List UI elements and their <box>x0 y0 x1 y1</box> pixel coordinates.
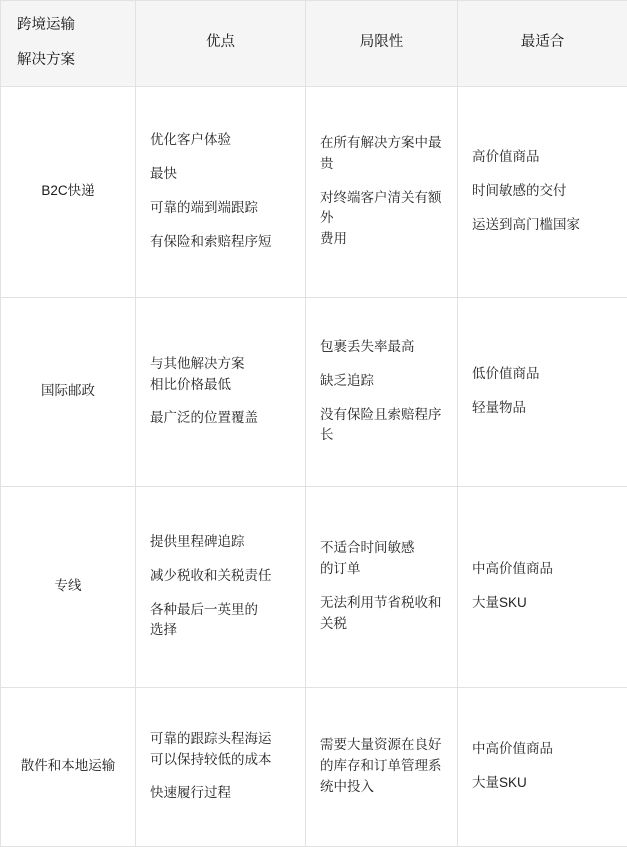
row-label-b2c-express: B2C快递 <box>1 86 136 297</box>
cons-line: 在所有解决方案中最贵 <box>320 133 443 175</box>
pros-line: 可以保持较低的成本 <box>150 750 291 771</box>
table-row <box>1 297 627 486</box>
table-row <box>1 86 627 297</box>
best-line: 运送到高门槛国家 <box>472 215 613 236</box>
pros-line: 减少税收和关税责任 <box>150 566 291 587</box>
row-label-dedicated-line: 专线 <box>1 486 136 687</box>
row-pros-bulk-local <box>136 687 306 846</box>
row-cons-bulk-local <box>306 687 458 846</box>
best-line: 高价值商品 <box>472 147 613 168</box>
cons-line: 无法利用节省税收和 <box>320 593 443 614</box>
best-line: 低价值商品 <box>472 364 613 385</box>
pros-line: 提供里程碑追踪 <box>150 532 291 553</box>
row-cons-dedicated-line <box>306 486 458 687</box>
table-row <box>1 486 627 687</box>
column-header-pros: 优点 <box>136 1 306 87</box>
best-line: 中高价值商品 <box>472 739 613 760</box>
cons-line: 的订单 <box>320 559 443 580</box>
pros-line: 快速履行过程 <box>150 783 291 804</box>
table-header-row <box>1 1 627 87</box>
table-body <box>1 86 627 846</box>
row-best-bulk-local <box>458 687 627 846</box>
column-header-solution <box>1 1 136 87</box>
row-cons-b2c-express <box>306 86 458 297</box>
best-line: 时间敏感的交付 <box>472 181 613 202</box>
cons-line: 没有保险且索赔程序长 <box>320 405 443 447</box>
pros-line: 有保险和索赔程序短 <box>150 232 291 253</box>
best-line: 大量SKU <box>472 593 613 614</box>
row-pros-international-post <box>136 297 306 486</box>
cons-line: 不适合时间敏感 <box>320 538 443 559</box>
pros-line: 可靠的跟踪头程海运 <box>150 729 291 750</box>
pros-line: 相比价格最低 <box>150 375 291 396</box>
cons-line: 统中投入 <box>320 777 443 798</box>
row-pros-dedicated-line <box>136 486 306 687</box>
row-best-international-post <box>458 297 627 486</box>
table-row <box>1 687 627 846</box>
pros-line: 各种最后一英里的 <box>150 600 291 621</box>
row-best-dedicated-line <box>458 486 627 687</box>
cons-line: 缺乏追踪 <box>320 371 443 392</box>
row-best-b2c-express <box>458 86 627 297</box>
column-header-cons: 局限性 <box>306 1 458 87</box>
pros-line: 优化客户体验 <box>150 130 291 151</box>
pros-line: 最广泛的位置覆盖 <box>150 408 291 429</box>
pros-line: 最快 <box>150 164 291 185</box>
column-header-solution-line1: 跨境运输 <box>17 15 121 37</box>
best-line: 轻量物品 <box>472 398 613 419</box>
pros-line: 可靠的端到端跟踪 <box>150 198 291 219</box>
cons-line: 费用 <box>320 229 443 250</box>
pros-line: 与其他解决方案 <box>150 354 291 375</box>
column-header-best-for: 最适合 <box>458 1 627 87</box>
cons-line: 的库存和订单管理系 <box>320 756 443 777</box>
cons-line: 包裹丢失率最高 <box>320 337 443 358</box>
pros-line: 选择 <box>150 620 291 641</box>
best-line: 中高价值商品 <box>472 559 613 580</box>
row-label-bulk-local: 散件和本地运输 <box>1 687 136 846</box>
cons-line: 关税 <box>320 614 443 635</box>
row-pros-b2c-express <box>136 86 306 297</box>
table-header <box>1 1 627 87</box>
row-cons-international-post <box>306 297 458 486</box>
row-label-international-post: 国际邮政 <box>1 297 136 486</box>
best-line: 大量SKU <box>472 773 613 794</box>
column-header-solution-line2: 解决方案 <box>17 50 121 72</box>
cons-line: 对终端客户清关有额外 <box>320 188 443 230</box>
cons-line: 需要大量资源在良好 <box>320 735 443 756</box>
